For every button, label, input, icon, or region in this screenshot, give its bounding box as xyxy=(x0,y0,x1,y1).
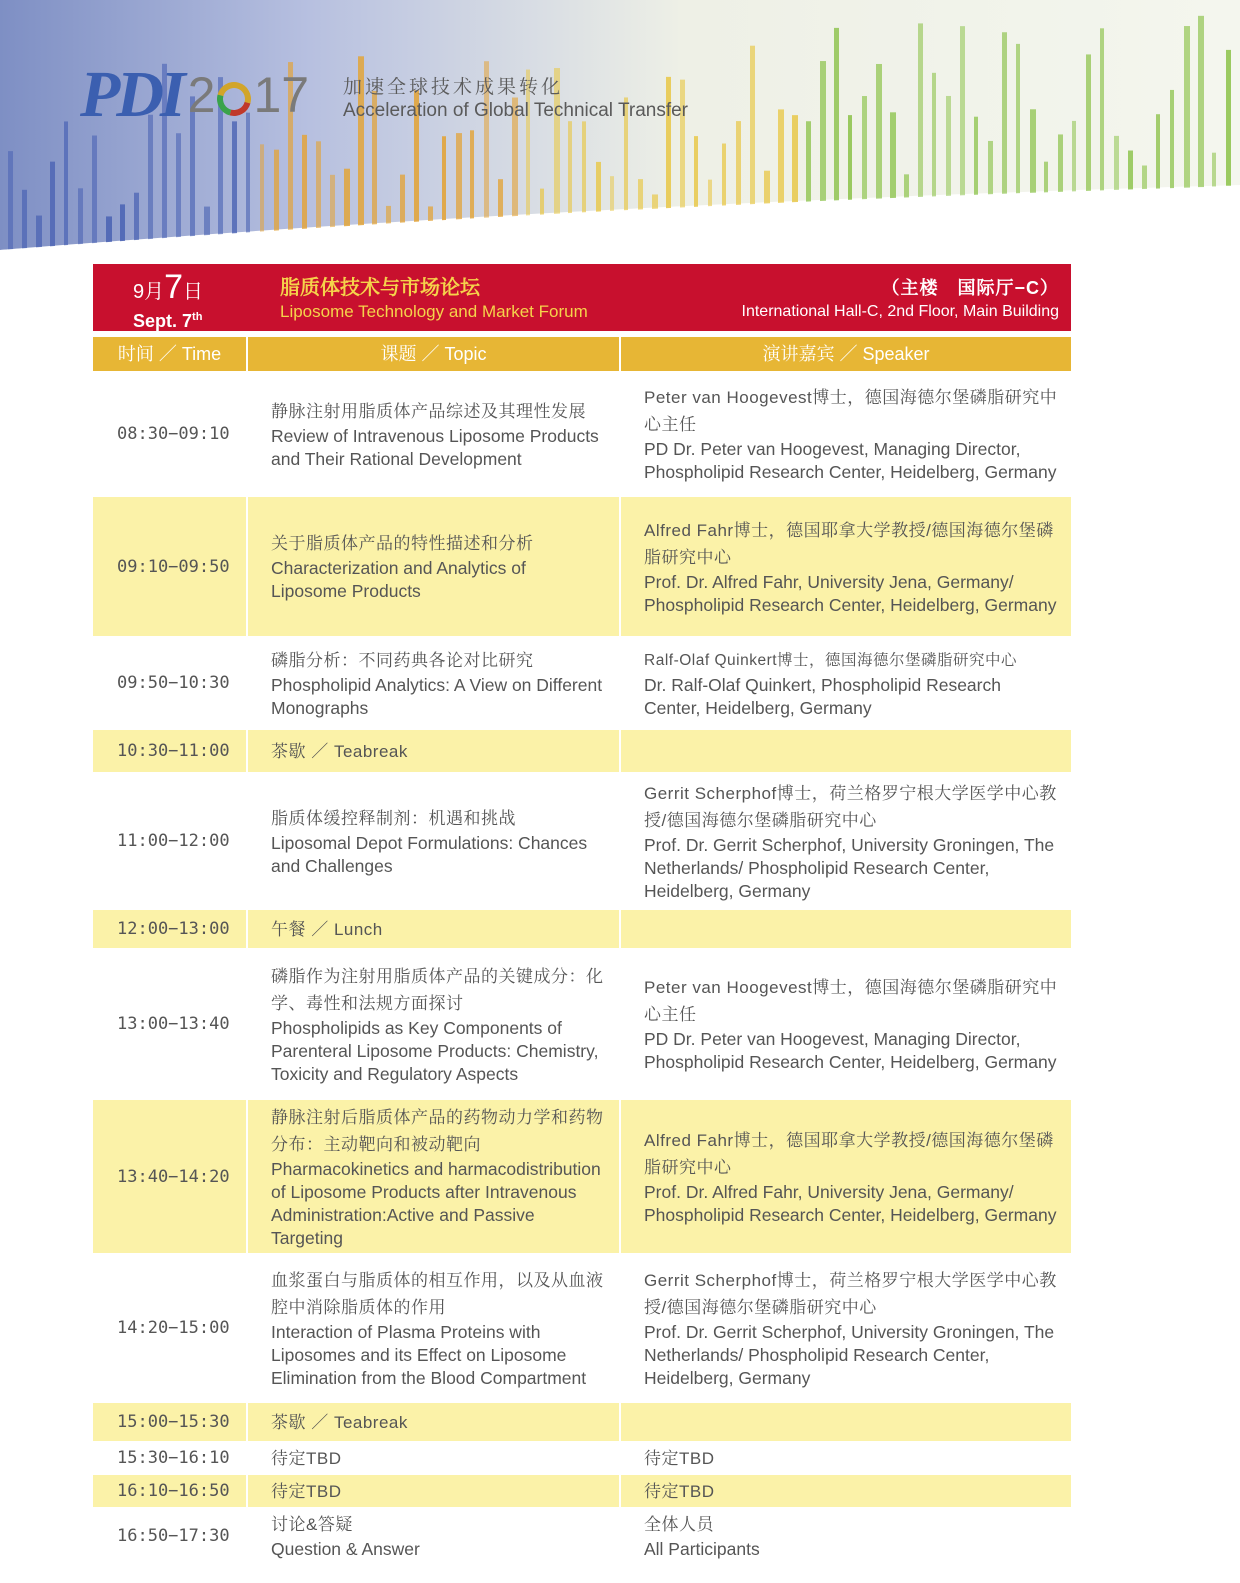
banner xyxy=(0,0,1240,260)
logo-ring-icon xyxy=(211,76,257,122)
banner-bar xyxy=(470,130,474,225)
row-time: 15:30−16:10 xyxy=(93,1442,248,1474)
row-speaker xyxy=(621,730,1071,772)
table-row xyxy=(93,949,1071,1099)
topic-cn: 静脉注射用脂质体产品综述及其理性发展 xyxy=(271,401,586,421)
session-title-en: Liposome Technology and Market Forum xyxy=(280,302,588,321)
speaker-en: Prof. Dr. Gerrit Scherphof, University Groningen, The Netherlands/ Phospholipid Research Center, Heidelberg, Germany xyxy=(644,834,1055,901)
logo-year xyxy=(188,60,309,130)
banner-bar xyxy=(22,190,27,249)
table-row xyxy=(93,1442,1071,1474)
banner-bar xyxy=(8,151,13,249)
banner-bar xyxy=(78,188,83,246)
banner-bar xyxy=(1100,28,1104,192)
row-time: 09:10−09:50 xyxy=(93,497,248,636)
banner-bar xyxy=(876,64,882,204)
banner-bar xyxy=(1086,54,1091,193)
row-topic xyxy=(248,730,621,772)
topic-en: Pharmacokinetics and harmacodistribution of Liposome Products after Intravenous Administration:Active and Passive Targeting xyxy=(271,1158,601,1248)
row-speaker xyxy=(621,773,1071,909)
speaker-cn: 待定TBD xyxy=(644,1481,715,1501)
banner-bar xyxy=(50,162,55,248)
row-time: 11:00−12:00 xyxy=(93,773,248,909)
session-title-cn: 脂质体技术与市场论坛 xyxy=(280,277,480,299)
banner-bar xyxy=(1198,16,1204,187)
speaker-cn: Gerrit Scherphof博士，荷兰格罗宁根大学医学中心教授/德国海德尔堡磷脂研究中心 xyxy=(644,1270,1057,1317)
banner-bar xyxy=(1002,32,1007,197)
topic-cn: 磷脂作为注射用脂质体产品的关键成分：化学、毒性和法规方面探讨 xyxy=(271,966,604,1013)
banner-bar xyxy=(820,61,826,207)
banner-bar xyxy=(750,46,755,211)
banner-bar xyxy=(1170,90,1174,189)
slogan-cn: 加速全球技术成果转化 xyxy=(343,77,564,98)
banner-bar xyxy=(918,23,923,201)
topic-cn: 脂质体缓控释制剂：机遇和挑战 xyxy=(271,808,516,828)
banner-bar xyxy=(1058,134,1063,194)
banner-bar xyxy=(1184,26,1190,188)
session-header xyxy=(93,264,1071,331)
banner-bar xyxy=(36,216,42,249)
table-row xyxy=(93,1100,1071,1253)
date-day-cn: 日 xyxy=(183,281,204,303)
pdi-2017-logo xyxy=(80,60,309,130)
banner-bar xyxy=(582,121,586,219)
table-row xyxy=(93,497,1071,636)
column-header-topic: 课题 ／ Topic xyxy=(248,337,621,371)
row-topic xyxy=(248,1508,621,1564)
slogan-en: Acceleration of Global Technical Transfer xyxy=(343,100,688,121)
banner-bar xyxy=(260,144,264,236)
banner-bar xyxy=(1128,151,1133,191)
banner-bar xyxy=(988,141,993,198)
row-topic xyxy=(248,1403,621,1441)
banner-bar xyxy=(134,193,139,243)
logo-pdi-text: PDI xyxy=(80,58,182,131)
row-time: 13:40−14:20 xyxy=(93,1100,248,1253)
column-header-speaker: 演讲嘉宾 ／ Speaker xyxy=(762,344,930,364)
banner-bar xyxy=(834,28,839,206)
banner-bar xyxy=(932,73,936,201)
speaker-cn: Peter van Hoogevest博士，德国海德尔堡磷脂研究中心主任 xyxy=(644,388,1058,434)
topic-cn: 茶歇 ／ Teabreak xyxy=(271,1412,408,1432)
banner-bar xyxy=(1142,166,1147,191)
topic-cn: 静脉注射后脂质体产品的药物动力学和药物分布：主动靶向和被动靶向 xyxy=(271,1107,604,1154)
banner-bar xyxy=(946,96,951,200)
banner-background xyxy=(0,0,1240,260)
row-speaker xyxy=(621,637,1071,729)
banner-bar xyxy=(176,133,181,241)
row-speaker xyxy=(621,1442,1071,1474)
topic-cn: 血浆蛋白与脂质体的相互作用，以及从血液腔中消除脂质体的作用 xyxy=(271,1270,604,1317)
speaker-en: Prof. Dr. Gerrit Scherphof, University Groningen, The Netherlands/ Phospholipid Research Center, Heidelberg, Germany xyxy=(644,1321,1055,1388)
row-speaker xyxy=(621,372,1071,496)
banner-bar xyxy=(1114,136,1119,192)
row-topic xyxy=(248,637,621,729)
banner-bar xyxy=(344,169,350,232)
row-topic xyxy=(248,1100,621,1253)
banner-bar xyxy=(1226,50,1231,186)
banner-bar xyxy=(316,141,321,233)
banner-bar xyxy=(442,136,446,227)
slogan xyxy=(343,76,688,122)
session-date xyxy=(133,270,233,331)
banner-bar xyxy=(568,121,572,220)
banner-bar xyxy=(722,144,726,213)
banner-bar xyxy=(92,136,97,246)
banner-bar xyxy=(736,121,741,211)
banner-bar xyxy=(778,109,784,209)
topic-cn: 待定TBD xyxy=(271,1481,342,1501)
row-topic xyxy=(248,1442,621,1474)
row-topic xyxy=(248,949,621,1099)
banner-bar xyxy=(456,133,462,226)
speaker-en: PD Dr. Peter van Hoogevest, Managing Director, Phospholipid Research Center, Heidelberg, Germany xyxy=(644,439,1057,482)
topic-en: Review of Intravenous Liposome Products and Their Rational Development xyxy=(271,425,599,469)
banner-bar xyxy=(274,150,279,236)
banner-bar xyxy=(120,204,125,243)
logo-year-prefix: 2 xyxy=(187,67,216,123)
topic-cn: 茶歇 ／ Teabreak xyxy=(271,741,408,761)
speaker-cn: Ralf-Olaf Quinkert博士，德国海德尔堡磷脂研究中心 xyxy=(644,651,1018,669)
row-time: 14:20−15:00 xyxy=(93,1254,248,1402)
date-en: Sept. 7 xyxy=(133,311,193,331)
topic-cn: 待定TBD xyxy=(271,1448,342,1468)
banner-bar xyxy=(1212,153,1216,187)
banner-bar xyxy=(694,136,698,214)
session-date-cn xyxy=(133,270,233,309)
speaker-cn: Gerrit Scherphof博士，荷兰格罗宁根大学医学中心教授/德国海德尔堡磷脂研究中心 xyxy=(644,783,1057,830)
banner-bar xyxy=(148,115,153,242)
banner-bar xyxy=(1016,44,1020,197)
topic-en: Interaction of Plasma Proteins with Liposomes and its Effect on Liposome Elimination from the Blood Compartment xyxy=(271,1321,587,1388)
speaker-cn: Peter van Hoogevest博士，德国海德尔堡磷脂研究中心主任 xyxy=(644,978,1058,1024)
table-row xyxy=(93,637,1071,729)
table-row xyxy=(93,730,1071,772)
speaker-en: All Participants xyxy=(644,1539,760,1559)
banner-bar xyxy=(792,115,798,208)
banner-bar xyxy=(302,135,307,234)
row-time: 16:50−17:30 xyxy=(93,1508,248,1564)
session-venue-cn: （主楼 国际厅−C） xyxy=(881,278,1059,298)
topic-en: Question & Answer xyxy=(271,1539,420,1559)
session-venue xyxy=(742,275,1060,323)
table-header xyxy=(93,337,1071,371)
topic-en: Phospholipids as Key Components of Parenteral Liposome Products: Chemistry, Toxicity and Regulatory Aspects xyxy=(271,1017,599,1084)
row-time: 12:00−13:00 xyxy=(93,910,248,948)
row-speaker xyxy=(621,1100,1071,1253)
row-time: 13:00−13:40 xyxy=(93,949,248,1099)
row-topic xyxy=(248,773,621,909)
row-speaker xyxy=(621,1508,1071,1564)
column-header-time: 时间 ／ Time xyxy=(93,337,248,371)
date-day: 7 xyxy=(164,268,184,306)
row-time: 08:30−09:10 xyxy=(93,372,248,496)
speaker-cn: 全体人员 xyxy=(644,1515,714,1534)
table-row xyxy=(93,1475,1071,1507)
table-row xyxy=(93,372,1071,496)
banner-bar xyxy=(596,162,601,219)
banner-bar xyxy=(204,207,210,240)
session-date-en xyxy=(133,307,233,331)
row-topic xyxy=(248,1475,621,1507)
banner-bar xyxy=(400,175,405,229)
row-topic xyxy=(248,372,621,496)
banner-bar xyxy=(106,216,112,244)
table-row xyxy=(93,1508,1071,1564)
session-title xyxy=(280,275,588,323)
speaker-cn: Alfred Fahr博士，德国耶拿大学教授/德国海德尔堡磷脂研究中心 xyxy=(644,1130,1054,1177)
date-month-cn: 9月 xyxy=(133,281,165,303)
banner-bar xyxy=(862,96,867,205)
banner-bar xyxy=(890,112,896,203)
row-topic xyxy=(248,910,621,948)
date-en-sup: th xyxy=(192,311,203,323)
banner-bar xyxy=(848,115,852,205)
speaker-cn: Alfred Fahr博士，德国耶拿大学教授/德国海德尔堡磷脂研究中心 xyxy=(644,520,1054,567)
banner-bar xyxy=(1156,114,1160,189)
table-row xyxy=(93,910,1071,948)
row-time: 16:10−16:50 xyxy=(93,1475,248,1507)
row-speaker xyxy=(621,910,1071,948)
session-venue-en: International Hall-C, 2nd Floor, Main Building xyxy=(741,303,1059,320)
speaker-en: Prof. Dr. Alfred Fahr, University Jena, Germany/ Phospholipid Research Center, Heidelberg, Germany xyxy=(644,571,1057,615)
topic-cn: 午餐 ／ Lunch xyxy=(271,919,383,939)
row-time: 15:00−15:30 xyxy=(93,1403,248,1441)
row-speaker xyxy=(621,1475,1071,1507)
speaker-en: Dr. Ralf-Olaf Quinkert, Phospholipid Research Center, Heidelberg, Germany xyxy=(644,674,1001,718)
row-time: 10:30−11:00 xyxy=(93,730,248,772)
banner-bar xyxy=(330,175,335,233)
banner-bar xyxy=(232,121,237,237)
banner-bar xyxy=(64,121,68,246)
speaker-cn: 待定TBD xyxy=(644,1448,715,1468)
row-topic xyxy=(248,497,621,636)
topic-en: Liposomal Depot Formulations: Chances and Challenges xyxy=(271,832,588,876)
table-row xyxy=(93,1254,1071,1402)
logo-year-suffix: 17 xyxy=(253,67,310,123)
banner-bar xyxy=(960,26,965,200)
speaker-en: Prof. Dr. Alfred Fahr, University Jena, Germany/ Phospholipid Research Center, Heidelberg, Germany xyxy=(644,1181,1057,1225)
topic-cn: 关于脂质体产品的特性描述和分析 xyxy=(271,534,534,553)
row-speaker xyxy=(621,497,1071,636)
row-speaker xyxy=(621,949,1071,1099)
row-topic xyxy=(248,1254,621,1402)
table-row xyxy=(93,773,1071,909)
topic-cn: 讨论&答疑 xyxy=(271,1515,353,1534)
speaker-en: PD Dr. Peter van Hoogevest, Managing Director, Phospholipid Research Center, Heidelberg, Germany xyxy=(644,1029,1057,1072)
banner-bar xyxy=(246,113,250,237)
banner-bar xyxy=(1044,162,1048,196)
topic-en: Characterization and Analytics of Liposome Products xyxy=(271,558,526,601)
table-row xyxy=(93,1403,1071,1441)
banner-bar xyxy=(974,117,978,199)
row-speaker xyxy=(621,1254,1071,1402)
banner-bar xyxy=(1072,121,1076,194)
row-time: 09:50−10:30 xyxy=(93,637,248,729)
banner-bar xyxy=(806,121,811,208)
banner-bar xyxy=(1030,109,1036,196)
row-speaker xyxy=(621,1403,1071,1441)
topic-en: Phospholipid Analytics: A View on Different Monographs xyxy=(271,674,603,718)
topic-cn: 磷脂分析：不同药典各论对比研究 xyxy=(271,650,534,670)
